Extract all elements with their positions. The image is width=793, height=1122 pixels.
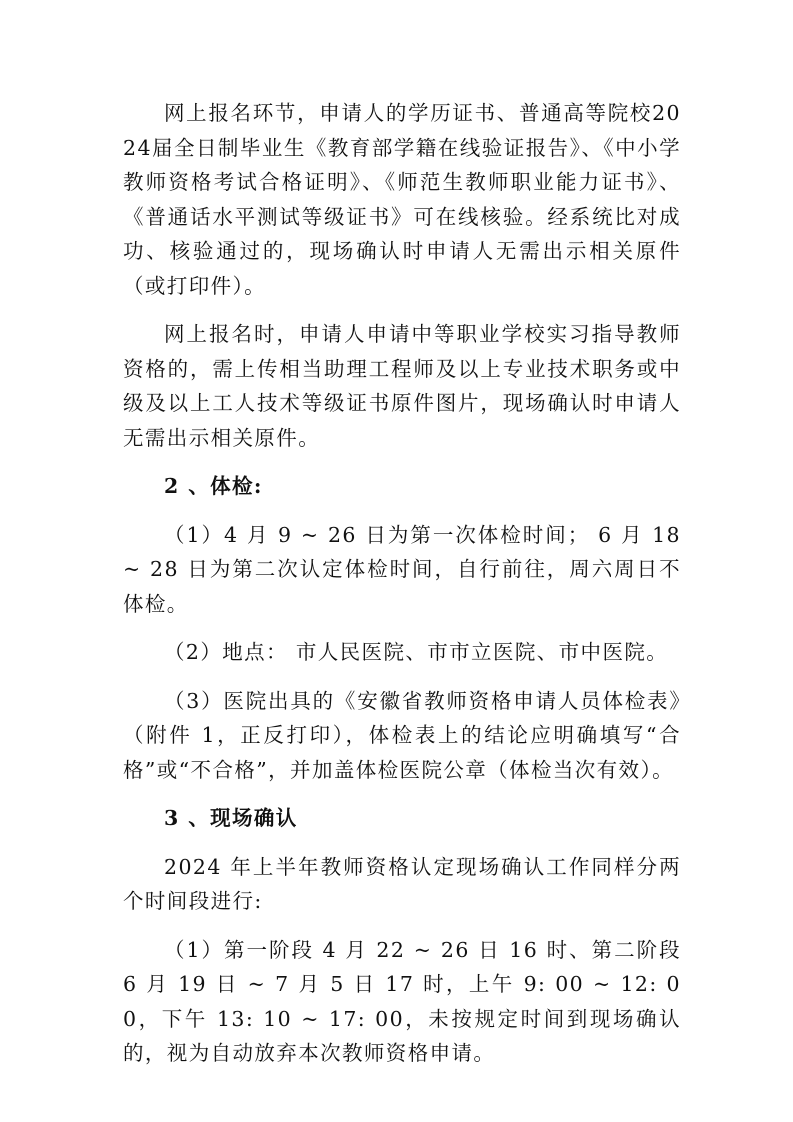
paragraph-confirmation-schedule: （1）第一阶段 4 月 22 ~ 26 日 16 时、第二阶段 6 月 19 日 ~ 7 月 5 日 17 时，上午 9: 00 ~ 12: 00，下午 13: 10 ~ 17: 00，未按规定时间到现场确认的，视为自动放弃本次教师资格申请。 bbox=[123, 937, 681, 1065]
paragraph-online-verification: 网上报名环节，申请人的学历证书、普通高等院校2024届全日制毕业生《教育部学籍在线验证报告》、《中小学教师资格考试合格证明》、《师范生教师职业能力证书》、《普通话水平测试等级证书》可在线核验。经系统比对成功、核验通过的，现场确认时申请人无需出示相关原件（或打印件）。 bbox=[123, 101, 681, 298]
paragraph-vocational-instructor: 网上报名时，申请人申请中等职业学校实习指导教师资格的，需上传相当助理工程师及以上专业技术职务或中级及以上工人技术等级证书原件图片，现场确认时申请人无需出示相关原件。 bbox=[123, 322, 681, 450]
section-heading-onsite-confirmation: 3 、现场确认 bbox=[164, 806, 298, 830]
section-heading-physical-exam: 2 、体检: bbox=[164, 474, 263, 498]
paragraph-exam-time: （1）4 月 9 ~ 26 日为第一次体检时间； 6 月 18 ~ 28 日为第二次认定体检时间，自行前往，周六周日不体检。 bbox=[123, 522, 681, 616]
paragraph-exam-location: （2）地点： 市人民医院、市市立医院、市中医院。 bbox=[164, 640, 669, 664]
paragraph-exam-form: （3）医院出具的《安徽省教师资格申请人员体检表》（附件 1，正反打印），体检表上的结论应明确填写“合格”或“不合格”，并加盖体检医院公章（体检当次有效）。 bbox=[123, 688, 681, 782]
paragraph-confirmation-intro: 2024 年上半年教师资格认定现场确认工作同样分两个时间段进行: bbox=[123, 854, 681, 913]
document-body bbox=[123, 96, 681, 1085]
